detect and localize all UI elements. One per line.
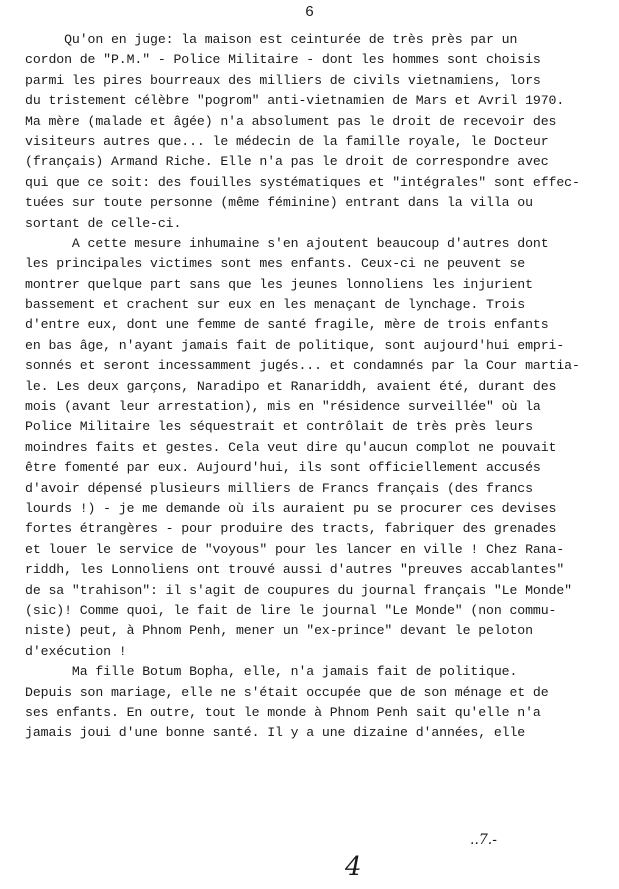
- text-line: cordon de "P.M." - Police Militaire - dont les hommes sont choisis: [25, 52, 541, 68]
- text-line: parmi les pires bourreaux des milliers de civils vietnamiens, lors: [25, 72, 541, 88]
- text-line: sortant de celle-ci.: [25, 215, 182, 231]
- text-line: sonnés et seront incessamment jugés... et condamnés par la Cour martia-: [25, 358, 580, 374]
- text-line: le. Les deux garçons, Naradipo et Ranariddh, avaient été, durant des: [25, 378, 557, 394]
- text-line: bassement et crachent sur eux en les menaçant de lynchage. Trois: [25, 297, 526, 313]
- text-line: Police Militaire les séquestrait et contrôlait de très près leurs: [25, 419, 533, 435]
- text-line: niste) peut, à Phnom Penh, mener un "ex-prince" devant le peloton: [25, 623, 533, 639]
- text-line: moindres faits et gestes. Cela veut dire qu'aucun complot ne pouvait: [25, 439, 557, 455]
- text-line: et louer le service de "voyous" pour les lancer en ville ! Chez Rana-: [25, 541, 565, 557]
- body-text: [25, 30, 605, 744]
- text-line: Depuis son mariage, elle ne s'était occupée que de son ménage et de: [25, 684, 549, 700]
- text-line: visiteurs autres que... le médecin de la famille royale, le Docteur: [25, 133, 549, 149]
- text-line: fortes étrangères - pour produire des tracts, fabriquer des grenades: [25, 521, 557, 537]
- text-line: d'exécution !: [25, 643, 127, 659]
- text-line: (français) Armand Riche. Elle n'a pas le droit de correspondre avec: [25, 154, 549, 170]
- text-line: tuées sur toute personne (même féminine) entrant dans la villa ou: [25, 195, 533, 211]
- handwritten-mark: 4: [345, 852, 362, 882]
- page-number: 6: [304, 4, 314, 21]
- text-line: qui que ce soit: des fouilles systématiques et "intégrales" sont effec-: [25, 174, 580, 190]
- text-line: être fomenté par eux. Aujourd'hui, ils sont officiellement accusés: [25, 460, 541, 476]
- text-line: les principales victimes sont mes enfants. Ceux-ci ne peuvent se: [25, 256, 526, 272]
- text-line: riddh, les Lonnoliens ont trouvé aussi d'autres "preuves accablantes": [25, 562, 565, 578]
- text-line: du tristement célèbre "pogrom" anti-vietnamien de Mars et Avril 1970.: [25, 93, 565, 109]
- text-line: lourds !) - je me demande où ils auraient pu se procurer ces devises: [25, 500, 557, 516]
- text-line: jamais joui d'une bonne santé. Il y a une dizaine d'années, elle: [25, 725, 526, 741]
- text-line: Ma fille Botum Bopha, elle, n'a jamais fait de politique.: [25, 664, 518, 680]
- text-line: d'entre eux, dont une femme de santé fragile, mère de trois enfants: [25, 317, 549, 333]
- text-line: Qu'on en juge: la maison est ceinturée de très près par un: [25, 32, 518, 47]
- page-continuation-marker: ..7.-: [470, 832, 497, 848]
- text-line: en bas âge, n'ayant jamais fait de politique, sont aujourd'hui empri-: [25, 337, 565, 353]
- text-line: montrer quelque part sans que les jeunes lonnoliens les injurient: [25, 276, 533, 292]
- text-line: A cette mesure inhumaine s'en ajoutent beaucoup d'autres dont: [25, 235, 549, 251]
- text-line: mois (avant leur arrestation), mis en "résidence surveillée" où la: [25, 399, 541, 415]
- text-line: de sa "trahison": il s'agit de coupures du journal français "Le Monde": [25, 582, 572, 598]
- text-line: Ma mère (malade et âgée) n'a absolument pas le droit de recevoir des: [25, 113, 557, 129]
- text-line: (sic)! Comme quoi, le fait de lire le journal "Le Monde" (non commu-: [25, 602, 557, 618]
- text-line: ses enfants. En outre, tout le monde à Phnom Penh sait qu'elle n'a: [25, 704, 541, 720]
- text-line: d'avoir dépensé plusieurs milliers de Francs français (des francs: [25, 480, 533, 496]
